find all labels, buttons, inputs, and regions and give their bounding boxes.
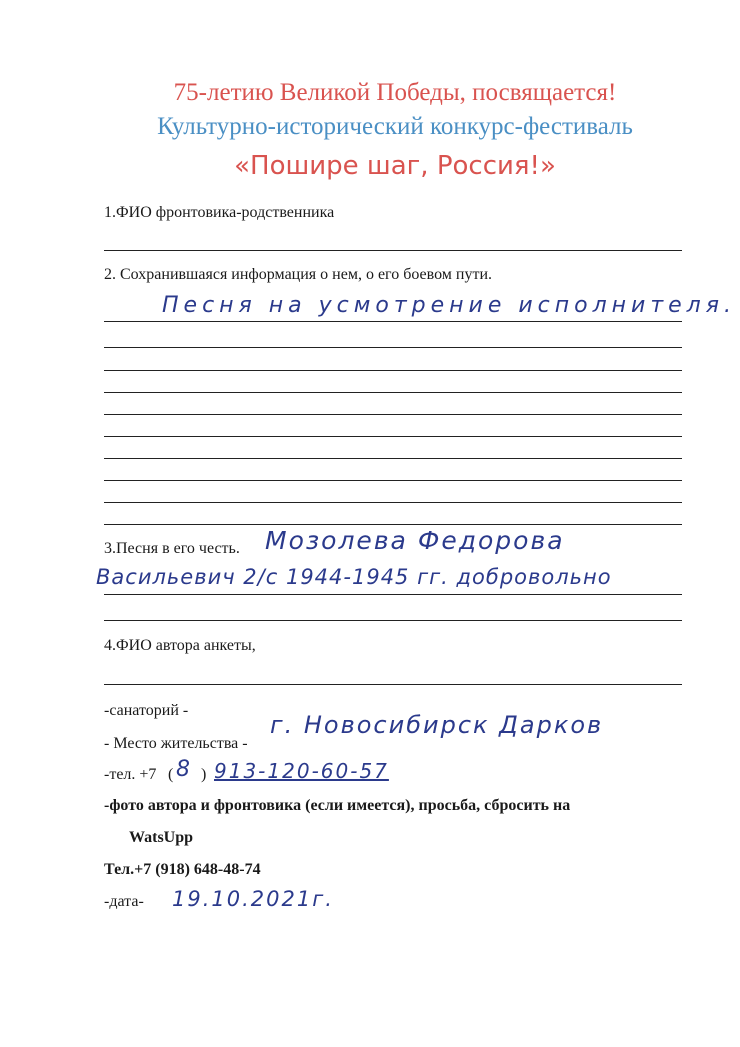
answer-line-q3 xyxy=(104,594,682,595)
title-anniversary: 75-летию Великой Победы, посвящается! xyxy=(173,79,617,106)
messenger-name: WatsUpp xyxy=(129,829,194,846)
question-2-answer: Песня на усмотрение исполнителя. xyxy=(162,293,736,318)
answer-line xyxy=(104,502,682,503)
question-3-answer-line-2: Васильевич 2/с 1944-1945 гг. добровольно xyxy=(96,565,612,589)
answer-line xyxy=(104,370,682,371)
answer-line xyxy=(104,436,682,437)
residence-label: - Место жительства - xyxy=(104,735,248,752)
residence-answer: г. Новосибирск Дарков xyxy=(270,711,604,739)
photo-note: -фото автора и фронтовика (если имеется), просьба, сбросить на xyxy=(104,797,571,814)
phone-answer: 913-120-60-57 xyxy=(214,759,389,783)
answer-line-q2 xyxy=(104,321,682,322)
phone-label: -тел. +7 xyxy=(104,766,157,783)
answer-line xyxy=(104,347,682,348)
answer-line xyxy=(104,414,682,415)
answer-line xyxy=(104,620,682,621)
answer-line xyxy=(104,392,682,393)
answer-line-q1 xyxy=(104,250,682,251)
question-3-answer-line-1: Мозолева Федорова xyxy=(265,526,565,555)
answer-line-q4 xyxy=(104,684,682,685)
answer-line xyxy=(104,480,682,481)
answer-line xyxy=(104,524,682,525)
contact-phone: Тел.+7 (918) 648-48-74 xyxy=(104,861,261,878)
date-answer: 19.10.2021г. xyxy=(172,887,334,911)
question-4-label: 4.ФИО автора анкеты, xyxy=(104,637,256,654)
phone-paren-open: ( xyxy=(168,766,174,783)
phone-code: 8 xyxy=(176,757,192,782)
question-1-label: 1.ФИО фронтовика-родственника xyxy=(104,204,335,221)
title-contest: Культурно-исторический конкурс-фестиваль xyxy=(157,113,633,140)
title-festival-name: «Пошире шаг, Россия!» xyxy=(234,151,556,181)
answer-line xyxy=(104,458,682,459)
date-label: -дата- xyxy=(104,893,144,910)
phone-paren-close: ) xyxy=(201,766,207,783)
question-2-label: 2. Сохранившаяся информация о нем, о его боевом пути. xyxy=(104,266,493,283)
sanatorium-label: -санаторий - xyxy=(104,702,189,719)
question-3-label: 3.Песня в его честь. xyxy=(104,540,240,557)
